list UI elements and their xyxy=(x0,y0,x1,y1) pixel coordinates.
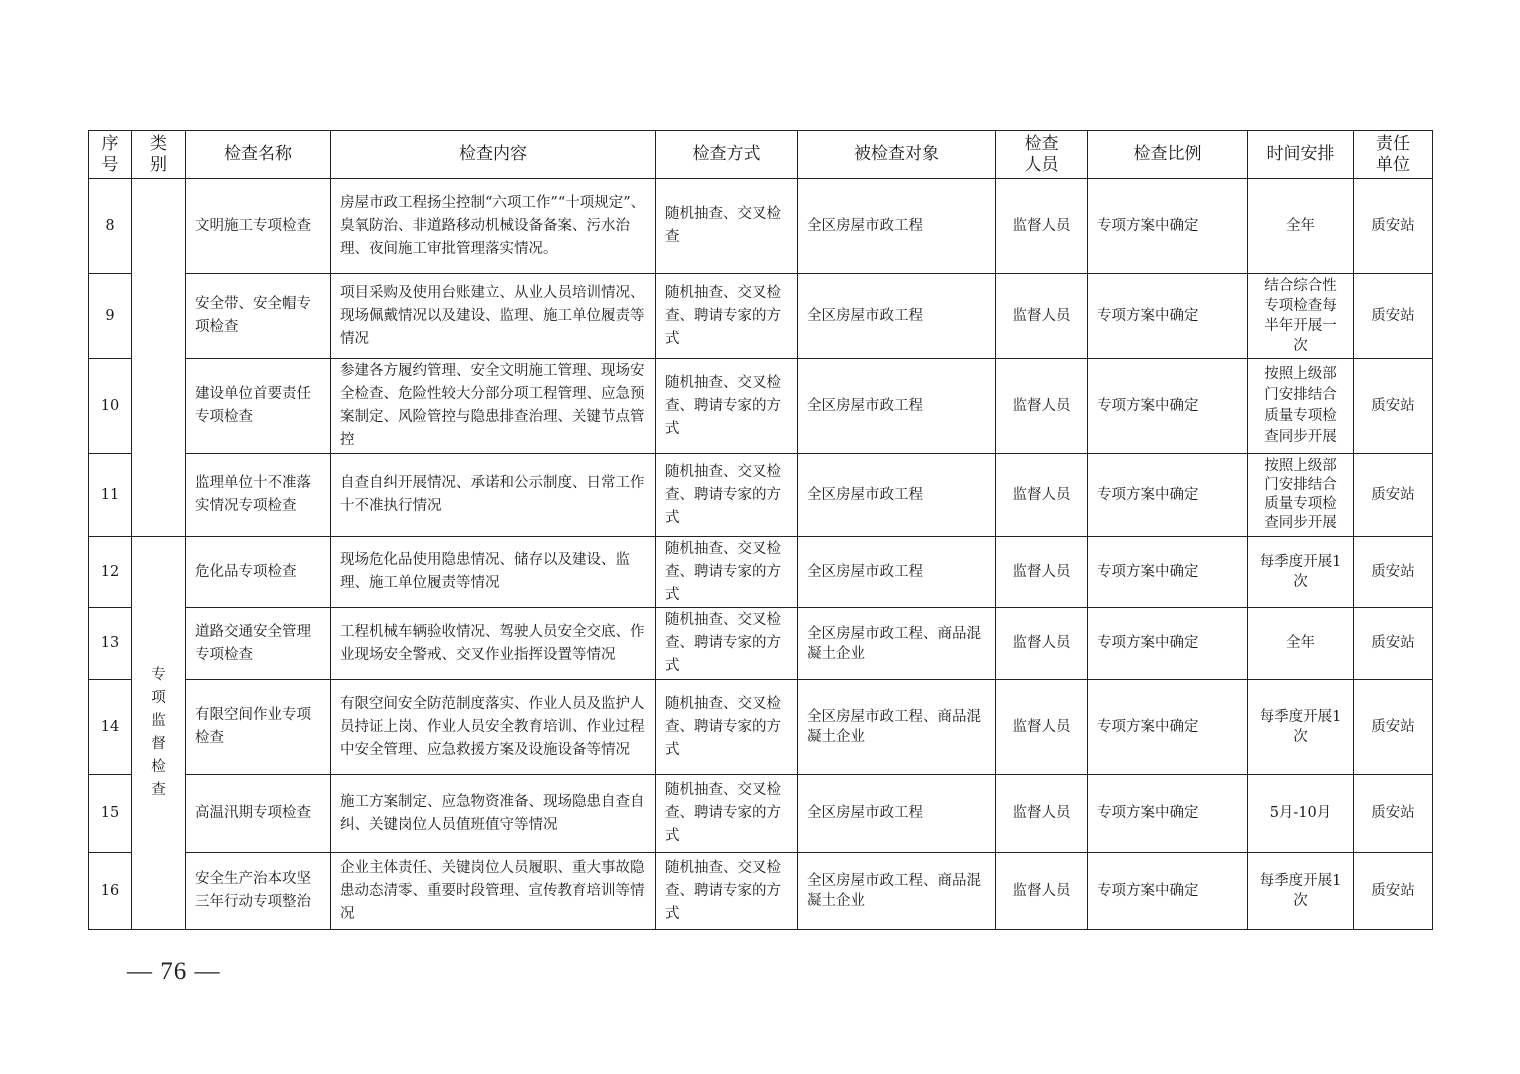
row-staff: 监督人员 xyxy=(996,359,1088,454)
row-schedule: 每季度开展1次 xyxy=(1248,537,1354,608)
table-row xyxy=(89,775,1433,853)
row-ratio: 专项方案中确定 xyxy=(1088,853,1248,930)
row-target: 全区房屋市政工程 xyxy=(798,454,996,537)
row-ratio: 专项方案中确定 xyxy=(1088,680,1248,775)
row-schedule: 5月-10月 xyxy=(1248,775,1354,853)
row-unit: 质安站 xyxy=(1354,359,1433,454)
table-row xyxy=(89,274,1433,359)
row-content: 有限空间安全防范制度落实、作业人员及监护人员持证上岗、作业人员安全教育培训、作业过程中安全管理、应急救援方案及设施设备等情况 xyxy=(331,680,656,775)
row-seq: 12 xyxy=(89,537,132,608)
row-name: 危化品专项检查 xyxy=(186,537,331,608)
row-method: 随机抽查、交叉检查、聘请专家的方式 xyxy=(656,853,798,930)
row-method: 随机抽查、交叉检查、聘请专家的方式 xyxy=(656,454,798,537)
row-content: 房屋市政工程扬尘控制“六项工作”“十项规定”、臭氧防治、非道路移动机械设备备案、污水治理、夜间施工审批管理落实情况。 xyxy=(331,179,656,274)
row-method: 随机抽查、交叉检查、聘请专家的方式 xyxy=(656,274,798,359)
row-seq: 14 xyxy=(89,680,132,775)
row-method: 随机抽查、交叉检查、聘请专家的方式 xyxy=(656,775,798,853)
row-seq: 15 xyxy=(89,775,132,853)
row-staff: 监督人员 xyxy=(996,680,1088,775)
row-content: 施工方案制定、应急物资准备、现场隐患自查自纠、关键岗位人员值班值守等情况 xyxy=(331,775,656,853)
table-row xyxy=(89,359,1433,454)
header-target: 被检查对象 xyxy=(798,131,996,179)
page-number: — 76 — xyxy=(127,958,221,985)
row-seq: 16 xyxy=(89,853,132,930)
row-target: 全区房屋市政工程 xyxy=(798,775,996,853)
row-target: 全区房屋市政工程、商品混凝土企业 xyxy=(798,853,996,930)
row-method: 随机抽查、交叉检查、聘请专家的方式 xyxy=(656,608,798,680)
row-target: 全区房屋市政工程、商品混凝土企业 xyxy=(798,608,996,680)
header-category: 类别 xyxy=(132,131,186,179)
row-staff: 监督人员 xyxy=(996,179,1088,274)
row-staff: 监督人员 xyxy=(996,775,1088,853)
row-schedule: 按照上级部门安排结合质量专项检查同步开展 xyxy=(1248,454,1354,537)
table-row xyxy=(89,454,1433,537)
table-row xyxy=(89,608,1433,680)
row-ratio: 专项方案中确定 xyxy=(1088,775,1248,853)
row-content: 项目采购及使用台账建立、从业人员培训情况、现场佩戴情况以及建设、监理、施工单位履责等情况 xyxy=(331,274,656,359)
header-method: 检查方式 xyxy=(656,131,798,179)
row-unit: 质安站 xyxy=(1354,853,1433,930)
row-method: 随机抽查、交叉检查 xyxy=(656,179,798,274)
row-ratio: 专项方案中确定 xyxy=(1088,454,1248,537)
row-staff: 监督人员 xyxy=(996,853,1088,930)
row-content: 工程机械车辆验收情况、驾驶人员安全交底、作业现场安全警戒、交叉作业指挥设置等情况 xyxy=(331,608,656,680)
header-schedule: 时间安排 xyxy=(1248,131,1354,179)
row-schedule: 全年 xyxy=(1248,179,1354,274)
row-schedule: 每季度开展1次 xyxy=(1248,680,1354,775)
row-name: 安全带、安全帽专项检查 xyxy=(186,274,331,359)
row-staff: 监督人员 xyxy=(996,454,1088,537)
row-unit: 质安站 xyxy=(1354,775,1433,853)
row-seq: 11 xyxy=(89,454,132,537)
row-content: 自查自纠开展情况、承诺和公示制度、日常工作十不准执行情况 xyxy=(331,454,656,537)
row-method: 随机抽查、交叉检查、聘请专家的方式 xyxy=(656,680,798,775)
row-seq: 9 xyxy=(89,274,132,359)
row-seq: 13 xyxy=(89,608,132,680)
row-ratio: 专项方案中确定 xyxy=(1088,274,1248,359)
table-row xyxy=(89,179,1433,274)
row-method: 随机抽查、交叉检查、聘请专家的方式 xyxy=(656,537,798,608)
header-staff: 检查人员 xyxy=(996,131,1088,179)
row-unit: 质安站 xyxy=(1354,454,1433,537)
row-content: 现场危化品使用隐患情况、储存以及建设、监理、施工单位履责等情况 xyxy=(331,537,656,608)
row-seq: 8 xyxy=(89,179,132,274)
header-row xyxy=(89,131,1433,179)
row-unit: 质安站 xyxy=(1354,680,1433,775)
table-row xyxy=(89,537,1433,608)
row-name: 有限空间作业专项检查 xyxy=(186,680,331,775)
header-seq: 序号 xyxy=(89,131,132,179)
row-name: 监理单位十不准落实情况专项检查 xyxy=(186,454,331,537)
row-name: 建设单位首要责任专项检查 xyxy=(186,359,331,454)
row-ratio: 专项方案中确定 xyxy=(1088,359,1248,454)
row-name: 道路交通安全管理专项检查 xyxy=(186,608,331,680)
row-staff: 监督人员 xyxy=(996,537,1088,608)
row-target: 全区房屋市政工程 xyxy=(798,179,996,274)
row-schedule: 全年 xyxy=(1248,608,1354,680)
row-target: 全区房屋市政工程、商品混凝土企业 xyxy=(798,680,996,775)
row-target: 全区房屋市政工程 xyxy=(798,537,996,608)
row-method: 随机抽查、交叉检查、聘请专家的方式 xyxy=(656,359,798,454)
row-schedule: 按照上级部门安排结合质量专项检查同步开展 xyxy=(1248,359,1354,454)
table-row xyxy=(89,680,1433,775)
row-ratio: 专项方案中确定 xyxy=(1088,608,1248,680)
category-cell-lower: 专项监督检查 xyxy=(132,537,186,930)
row-name: 安全生产治本攻坚三年行动专项整治 xyxy=(186,853,331,930)
row-ratio: 专项方案中确定 xyxy=(1088,179,1248,274)
row-unit: 质安站 xyxy=(1354,179,1433,274)
row-schedule: 每季度开展1次 xyxy=(1248,853,1354,930)
row-schedule: 结合综合性专项检查每半年开展一次 xyxy=(1248,274,1354,359)
row-target: 全区房屋市政工程 xyxy=(798,359,996,454)
row-staff: 监督人员 xyxy=(996,274,1088,359)
row-name: 高温汛期专项检查 xyxy=(186,775,331,853)
row-unit: 质安站 xyxy=(1354,608,1433,680)
row-ratio: 专项方案中确定 xyxy=(1088,537,1248,608)
row-content: 参建各方履约管理、安全文明施工管理、现场安全检查、危险性较大分部分项工程管理、应急预案制定、风险管控与隐患排查治理、关键节点管控 xyxy=(331,359,656,454)
row-content: 企业主体责任、关键岗位人员履职、重大事故隐患动态清零、重要时段管理、宣传教育培训等情况 xyxy=(331,853,656,930)
header-ratio: 检查比例 xyxy=(1088,131,1248,179)
header-content: 检查内容 xyxy=(331,131,656,179)
row-unit: 质安站 xyxy=(1354,274,1433,359)
inspection-table xyxy=(88,130,1433,930)
row-target: 全区房屋市政工程 xyxy=(798,274,996,359)
category-cell-upper xyxy=(132,179,186,537)
row-seq: 10 xyxy=(89,359,132,454)
header-name: 检查名称 xyxy=(186,131,331,179)
row-unit: 质安站 xyxy=(1354,537,1433,608)
table-row xyxy=(89,853,1433,930)
row-name: 文明施工专项检查 xyxy=(186,179,331,274)
row-staff: 监督人员 xyxy=(996,608,1088,680)
header-unit: 责任单位 xyxy=(1354,131,1433,179)
